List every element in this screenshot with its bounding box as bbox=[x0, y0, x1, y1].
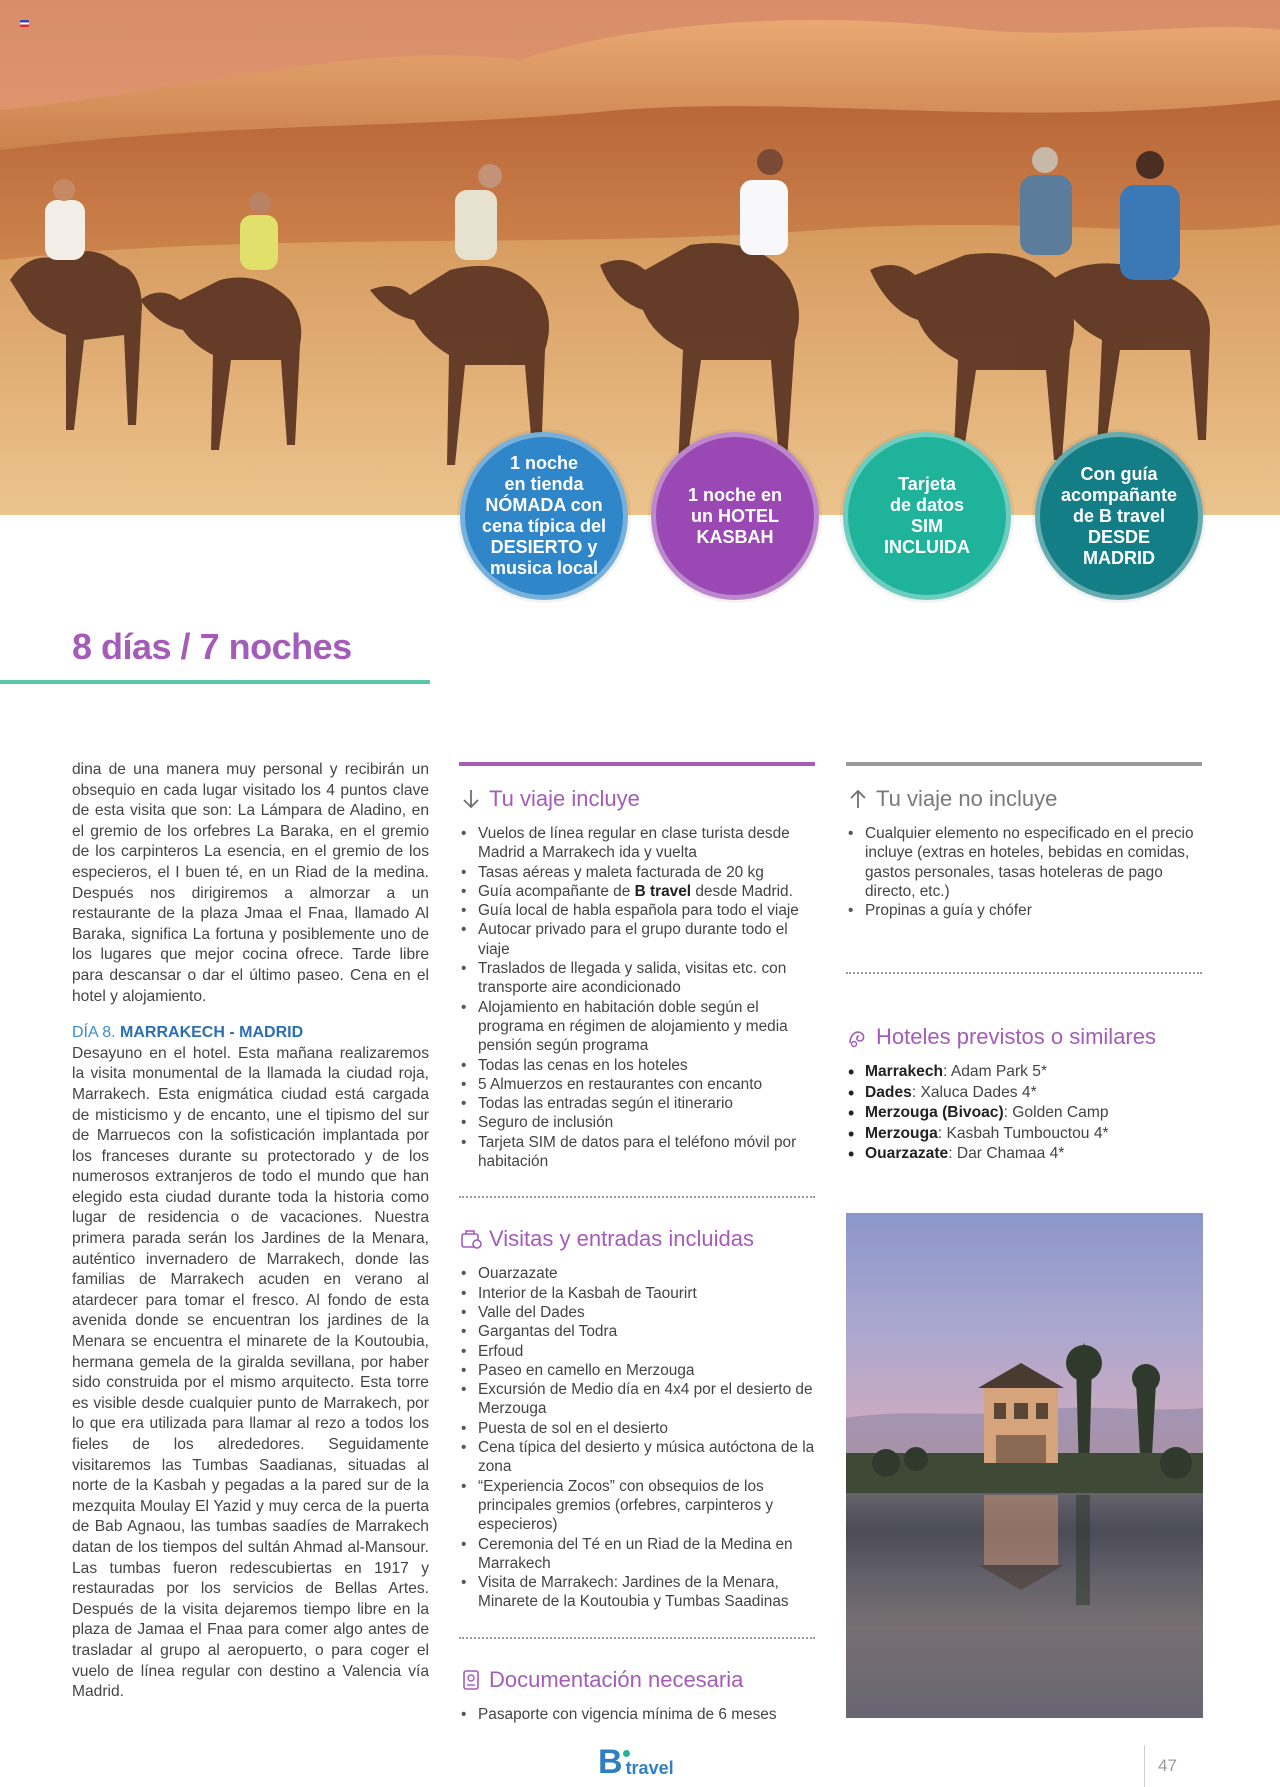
list-item: • Todas las cenas en los hoteles bbox=[459, 1056, 815, 1075]
arrow-up-icon bbox=[846, 787, 870, 811]
list-item bbox=[846, 1083, 1202, 1104]
page-title: 8 días / 7 noches bbox=[72, 626, 352, 667]
hotels-heading bbox=[846, 1024, 1202, 1050]
hotels-heading-text: Hoteles previstos o similares bbox=[876, 1024, 1156, 1050]
list-item: • 5 Almuerzos en restaurantes con encanto bbox=[459, 1075, 815, 1094]
list-item: • Todas las entradas según el itinerario bbox=[459, 1094, 815, 1113]
list-item: • Interior de la Kasbah de Taourirt bbox=[459, 1284, 815, 1303]
logo-letter: B bbox=[598, 1746, 623, 1778]
list-item: • Gargantas del Todra bbox=[459, 1322, 815, 1341]
badge-text: Tarjeta de datos SIM INCLUIDA bbox=[884, 474, 970, 557]
list-item: • Pasaporte con vigencia mínima de 6 meses bbox=[459, 1705, 815, 1724]
ticket-icon bbox=[459, 1227, 483, 1251]
includes-column bbox=[459, 762, 815, 1724]
menara-gardens-photo bbox=[846, 1213, 1203, 1718]
list-item: • Alojamiento en habitación doble según el programa en régimen de alojamiento y media pensión según programa bbox=[459, 998, 815, 1056]
visits-list bbox=[459, 1264, 815, 1611]
day-route: MARRAKECH - MADRID bbox=[120, 1024, 304, 1042]
list-item: • Puesta de sol en el desierto bbox=[459, 1419, 815, 1438]
day-heading bbox=[72, 1023, 429, 1044]
excludes-heading-text: Tu viaje no incluye bbox=[876, 786, 1058, 811]
hotel-place: Merzouga (Bivoac) bbox=[865, 1104, 1004, 1122]
section-top-rule bbox=[846, 762, 1202, 766]
badge-guide bbox=[1035, 432, 1203, 600]
day-label: DÍA 8. bbox=[72, 1024, 116, 1042]
list-item bbox=[846, 1124, 1202, 1145]
list-item: • Excursión de Medio día en 4x4 por el desierto de Merzouga bbox=[459, 1380, 815, 1419]
visits-heading bbox=[459, 1226, 815, 1252]
dotted-divider bbox=[459, 1637, 815, 1639]
menara-illustration bbox=[846, 1213, 1203, 1718]
dotted-divider bbox=[846, 972, 1202, 974]
flag-icon bbox=[20, 20, 29, 27]
list-item: • Ouarzazate bbox=[459, 1264, 815, 1283]
list-item: • Vuelos de línea regular en clase turista desde Madrid a Marrakech ida y vuelta bbox=[459, 824, 815, 863]
hotel-place: Marrakech bbox=[865, 1063, 944, 1081]
list-item: • Tasas aéreas y maleta facturada de 20 kg bbox=[459, 863, 815, 882]
list-item: • Cualquier elemento no especificado en el precio incluye (extras en hoteles, bebidas en comidas, gastos personales, tasas hoteleras de pago directo, etc.) bbox=[846, 824, 1202, 901]
excludes-column bbox=[846, 762, 1202, 1165]
btravel-logo bbox=[598, 1743, 674, 1781]
badge-nomad-tent bbox=[460, 432, 628, 600]
title-divider bbox=[0, 680, 430, 684]
list-item bbox=[846, 1062, 1202, 1083]
page-number: 47 bbox=[1158, 1756, 1177, 1775]
brand-name: B travel bbox=[634, 882, 692, 900]
footer-divider bbox=[1144, 1745, 1145, 1787]
hotel-name: : Golden Camp bbox=[1003, 1104, 1109, 1122]
documentation-heading bbox=[459, 1667, 815, 1693]
list-item bbox=[846, 1144, 1202, 1165]
list-item: • Valle del Dades bbox=[459, 1303, 815, 1322]
section-top-rule bbox=[459, 762, 815, 766]
badge-sim-card bbox=[843, 432, 1011, 600]
hotel-place: Ouarzazate bbox=[865, 1145, 949, 1163]
hotels-list bbox=[846, 1062, 1202, 1165]
logo-word: travel bbox=[625, 1758, 674, 1778]
list-item: • Tarjeta SIM de datos para el teléfono móvil por habitación bbox=[459, 1133, 815, 1172]
hotel-name: : Xaluca Dades 4* bbox=[911, 1083, 1037, 1101]
logo-dot bbox=[623, 1750, 630, 1757]
list-item: • Cena típica del desierto y música autóctona de la zona bbox=[459, 1438, 815, 1477]
document-icon bbox=[459, 1668, 483, 1692]
itinerary-column bbox=[72, 760, 429, 1703]
includes-heading-text: Tu viaje incluye bbox=[489, 786, 640, 811]
list-item: • Ceremonia del Té en un Riad de la Medina en Marrakech bbox=[459, 1535, 815, 1574]
hotel-name: : Dar Chamaa 4* bbox=[948, 1145, 1065, 1163]
documentation-heading-text: Documentación necesaria bbox=[489, 1666, 744, 1692]
hotel-place: Merzouga bbox=[865, 1124, 938, 1142]
includes-list bbox=[459, 824, 815, 1171]
list-item: • Guía acompañante de B travel desde Madrid. bbox=[459, 882, 815, 901]
list-item: • Visita de Marrakech: Jardines de la Menara, Minarete de la Koutoubia y Tumbas Saadinas bbox=[459, 1573, 815, 1612]
list-item bbox=[846, 1103, 1202, 1124]
visits-heading-text: Visitas y entradas incluidas bbox=[489, 1226, 754, 1252]
hotel-name: : Kasbah Tumbouctou 4* bbox=[937, 1124, 1109, 1142]
itinerary-intro: dina de una manera muy personal y recibirán un obsequio en cada lugar visitado los 4 puntos clave de esta visita que son: La Lámpara de Aladino, en el gremio de los orfebres La Baraka, en el gremio de los carpinteros La esencia, en el gremio de los especieros, el I buen té, en un Riad de la medina. Después nos dirigiremos a almorzar a un restaurante de la plaza Jmaa el Fnaa, llamado Al Baraka, significa La fortuna y posiblemente uno de los lugares que mejor cocina ofrece. Tarde libre para descansar o dar el último paseo. Cena en el hotel y alojamiento. bbox=[72, 761, 429, 1005]
badge-text: Con guía acompañante de B travel DESDE MADRID bbox=[1060, 463, 1178, 568]
list-item: • “Experiencia Zocos” con obsequios de los principales gremios (orfebres, carpinteros y especieros) bbox=[459, 1477, 815, 1535]
badge-text: 1 noche en un HOTEL KASBAH bbox=[687, 484, 783, 547]
hotel-place: Dades bbox=[865, 1083, 912, 1101]
includes-heading bbox=[459, 786, 815, 812]
badge-text: 1 noche en tienda NÓMADA con cena típica del DESIERTO y musica local bbox=[481, 453, 607, 578]
badge-hotel-kasbah bbox=[651, 432, 819, 600]
dotted-divider bbox=[459, 1196, 815, 1198]
day-description: Desayuno en el hotel. Esta mañana realizaremos la visita monumental de la llamada la ciudad roja, Marrakech. Esta enigmática ciudad está cargada de misticismo y de encanto, une el tipismo del sur de Marruecos con la sofisticación implantada por los franceses durante su protectorado y de los numerosos extranjeros de todo el mundo que han elegido esta ciudad durante toda la historia como lugar de residencia o de vacaciones. Nuestra primera parada serán los Jardines de la Menara, auténtico invernadero de Marrakech, donde las familias de Marrakech acuden en verano al atardecer para tomar el fresco. Al fondo de esta avenida donde se encuentran los jardines de la Menara se encuentra el minarete de la Koutoubia, hermana gemela de la giralda sevillana, por haber sido construida por el mismo arquitecto. Esta torre es visible desde cualquier punto de Marrakech, por lo que era utilizada para llamar al rezo a todos los fieles de los alrededores. Seguidamente visitaremos las Tumbas Saadianas, situadas al norte de la Kasbah y pegadas a la pared sur de la mezquita Moulay El Yazid y muy cerca de la puerta de Bab Agnaou, las tumbas saadíes de Marrakech datan de los tiempos del sultán Ahmad al-Mansour. Las tumbas fueron redescubiertas en 1917 y restauradas por los servicios de Bellas Artes. Después de la visita dejaremos tiempo libre en la plaza de Jamaa el Fnaa para comer algo antes de trasladar al grupo al aeropuerto, o para coger el vuelo de línea regular con destino a Valencia vía Madrid. bbox=[72, 1044, 429, 1701]
list-item: • Traslados de llegada y salida, visitas etc. con transporte aire acondicionado bbox=[459, 959, 815, 998]
list-item: • Propinas a guía y chófer bbox=[846, 901, 1202, 920]
excludes-list bbox=[846, 824, 1202, 920]
excludes-heading bbox=[846, 786, 1202, 812]
arrow-down-icon bbox=[459, 787, 483, 811]
list-item: • Paseo en camello en Merzouga bbox=[459, 1361, 815, 1380]
list-item: • Erfoud bbox=[459, 1342, 815, 1361]
hotel-icon bbox=[846, 1025, 870, 1049]
hotel-name: : Adam Park 5* bbox=[943, 1063, 1048, 1081]
list-item: • Autocar privado para el grupo durante todo el viaje bbox=[459, 920, 815, 959]
list-item: • Guía local de habla española para todo el viaje bbox=[459, 901, 815, 920]
list-item: • Seguro de inclusión bbox=[459, 1113, 815, 1132]
documentation-list bbox=[459, 1705, 815, 1724]
